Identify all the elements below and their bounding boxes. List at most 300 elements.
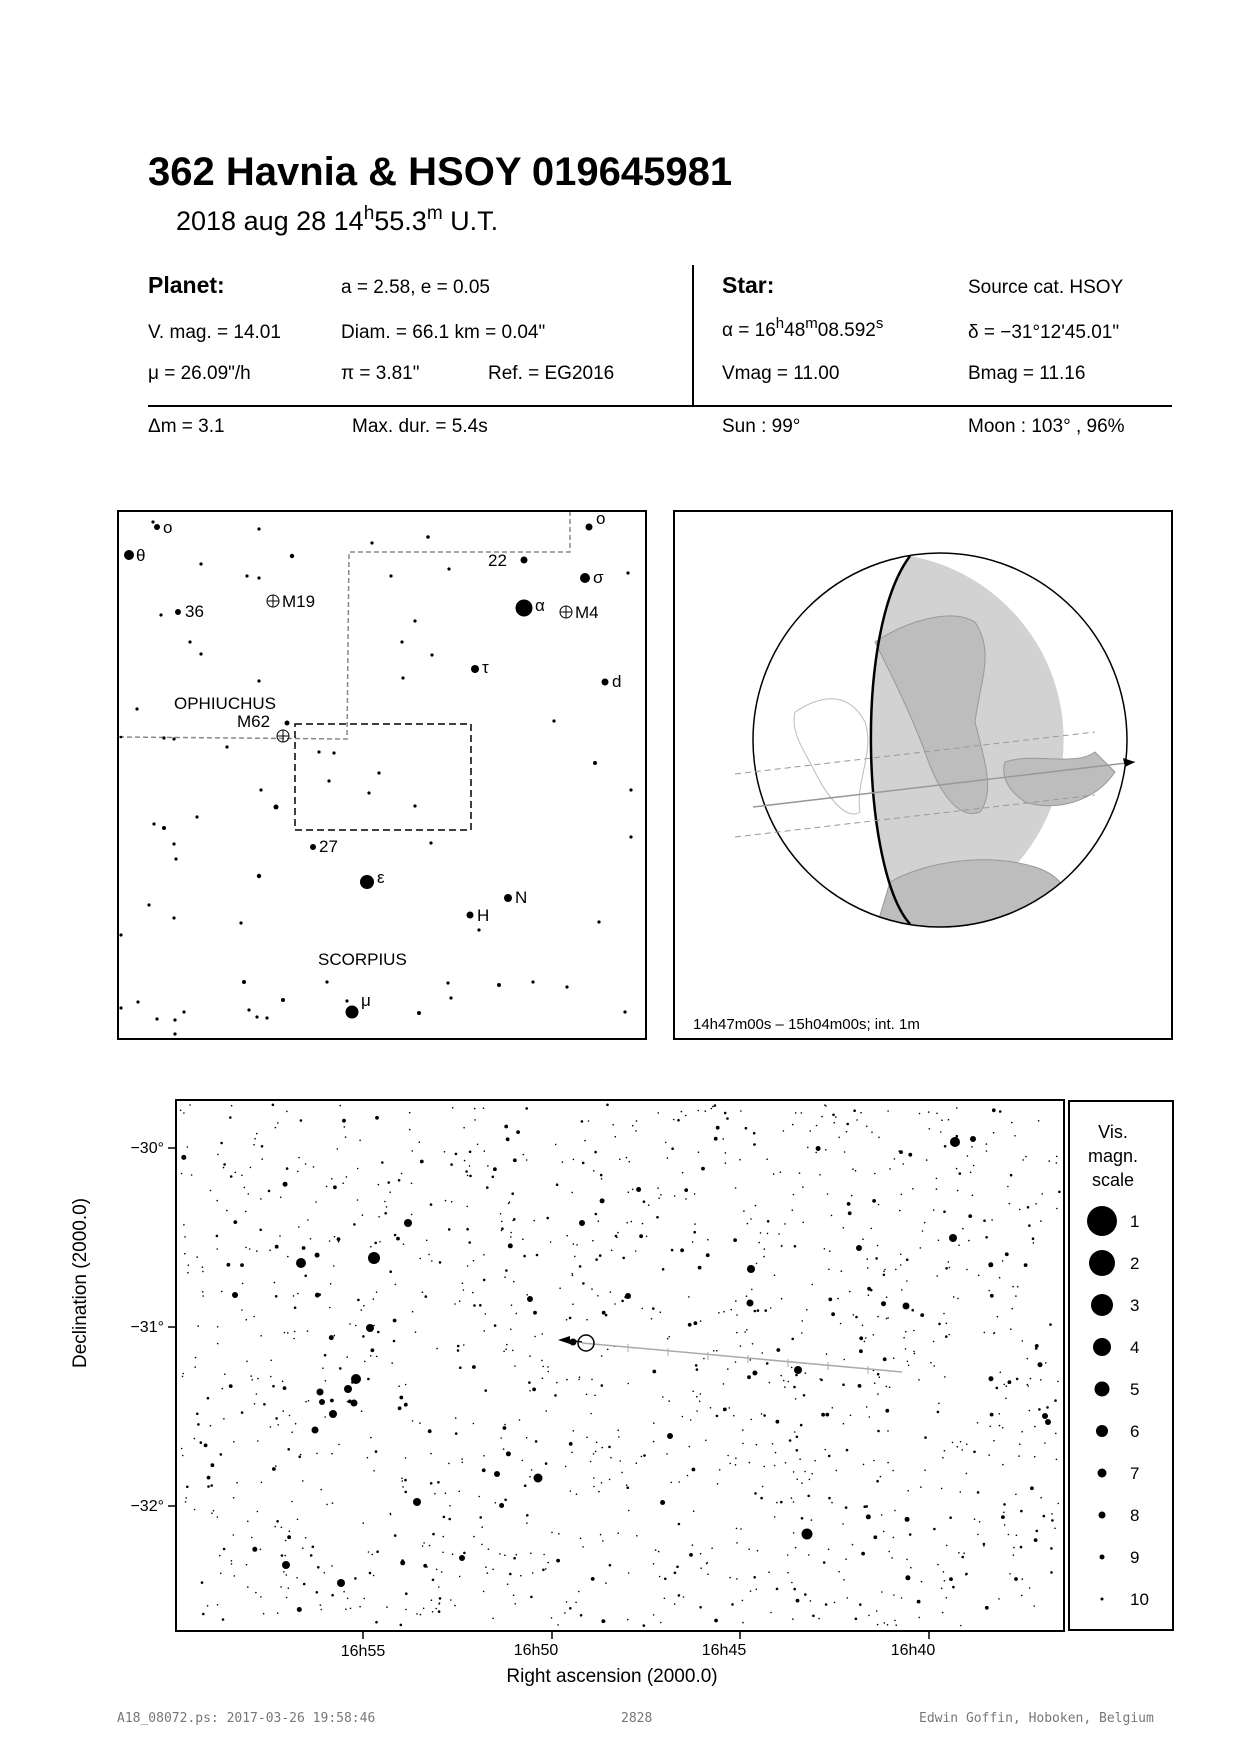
field-star [668,1400,670,1402]
field-star [795,1374,798,1377]
field-star [181,1173,183,1175]
field-star [260,1596,262,1598]
field-star [465,1170,468,1173]
field-star [828,1455,831,1458]
field-star [339,1105,341,1107]
field-star [918,1379,920,1381]
field-star [780,1501,783,1504]
label-27: 27 [319,837,338,856]
field-star [855,1316,858,1319]
field-star [188,1264,190,1266]
sun-elongation: Sun : 99° [722,416,801,437]
field-star [612,1124,614,1126]
field-star [398,1179,401,1182]
field-star [886,1318,888,1320]
field-star [1019,1443,1021,1445]
field-star [809,1130,811,1132]
field-star [952,1442,954,1444]
field-star [831,1215,833,1217]
field-star [725,1152,727,1154]
field-star [545,1462,548,1465]
star-H [467,912,474,919]
field-star [550,1241,552,1243]
field-star [764,1309,767,1312]
field-star [394,1234,397,1237]
field-star [1029,1587,1031,1589]
field-star [853,1109,856,1112]
field-star [985,1236,988,1239]
field-star [943,1210,946,1213]
field-star [674,1195,676,1197]
field-star [526,1514,529,1517]
field-star [395,1284,397,1286]
field-star [924,1222,926,1224]
field-star [946,1323,948,1325]
field-star [401,1478,403,1480]
field-star [682,1416,684,1418]
field-star [354,1577,357,1580]
field-star [791,1497,793,1499]
field-star [845,1558,847,1560]
field-star [942,1457,944,1459]
field-star [329,1307,331,1309]
field-star [536,1254,539,1257]
field-star [466,1228,469,1231]
field-star [831,1312,835,1316]
field-star [1054,1399,1057,1402]
field-star [592,1240,594,1242]
label-m19: M19 [282,592,316,611]
field-star [571,1273,573,1275]
field-star [499,1553,501,1555]
field-star [681,1111,683,1113]
field-star [194,1366,196,1368]
field-star [362,1522,364,1524]
field-star [795,1112,797,1114]
x-axis-label: Right ascension (2000.0) [506,1666,718,1687]
field-star [753,1132,756,1135]
field-star [825,1413,829,1417]
field-star [187,1146,189,1148]
field-star [936,1178,938,1180]
field-star [876,1480,879,1483]
field-star [559,1287,561,1289]
field-star [595,1213,598,1216]
field-star [871,1131,873,1133]
field-star [485,1566,487,1568]
field-star [584,1140,586,1142]
field-star [705,1440,707,1442]
field-star [873,1334,875,1336]
vertical-divider [692,265,694,407]
field-star [435,1608,437,1610]
field-star [864,1341,866,1343]
field-star [697,1110,699,1112]
field-star [767,1233,769,1235]
target-star [570,1339,577,1346]
field-star [877,1245,879,1247]
field-star [184,1253,186,1255]
field-star [642,1223,644,1225]
field-star [222,1388,224,1390]
field-star [1051,1519,1054,1522]
field-star [526,1522,528,1524]
field-star [794,1245,797,1248]
field-star [632,1189,634,1191]
field-star [411,1183,413,1185]
field-star [627,1383,629,1385]
field-star [334,1236,336,1238]
field-star [619,1460,621,1462]
field-star [893,1357,895,1359]
field-star [289,1415,291,1417]
field-star [957,1298,959,1300]
field-star [300,1119,303,1122]
star-alpha [722,315,884,342]
field-star [313,1166,315,1168]
field-star [875,1257,878,1260]
field-star [899,1210,901,1212]
field-star [1045,1362,1047,1364]
field-star [841,1270,843,1272]
field-star [829,1250,831,1252]
field-star [636,1535,638,1537]
field-star [692,1241,694,1243]
field-star [727,1455,729,1457]
footer-number: 2828 [621,1711,653,1726]
field-star [307,1219,309,1221]
field-star [252,1547,257,1552]
field-star [1008,1380,1012,1384]
field-star [723,1311,725,1313]
field-star [872,1199,876,1203]
field-star [500,1213,502,1215]
field-star [556,1183,559,1186]
field-star [602,1540,604,1542]
field-star [233,1441,235,1443]
field-star [646,1236,648,1238]
field-star [474,1108,476,1110]
field-star [514,1603,516,1605]
field-star [780,1375,782,1377]
field-star [256,1393,258,1395]
field-star [946,1545,948,1547]
field-star [843,1359,845,1361]
field-star [694,1193,696,1195]
field-star [315,1253,320,1258]
field-star [941,1588,943,1590]
delta-mag: Δm = 3.1 [148,416,225,437]
field-star [807,1147,809,1149]
field-star [838,1137,840,1139]
field-star [692,1468,696,1472]
field-star [263,1403,266,1406]
field-star [991,1219,993,1221]
field-star [776,1588,779,1591]
field-star [614,1303,616,1305]
field-star [291,1431,293,1433]
field-star [253,1144,255,1146]
field-star [213,1510,215,1512]
field-star [877,1373,880,1376]
field-star [946,1597,948,1599]
field-star [432,1579,435,1582]
horizontal-divider [148,405,1172,407]
field-star [653,1441,655,1443]
scale-entry: 4 [1130,1338,1140,1357]
field-star [426,1240,428,1242]
field-star [321,1609,323,1611]
field-star [945,1335,948,1338]
field-star [712,1106,714,1108]
field-star [652,1370,656,1374]
field-star [936,1275,938,1277]
field-star [510,1329,512,1331]
field-star [707,1239,709,1241]
field-star [756,1263,758,1265]
field-star [566,1601,568,1603]
field-star [894,1510,896,1512]
field-star [735,1361,737,1363]
field-star [716,1415,719,1418]
field-star [378,1184,380,1186]
field-star [346,1356,348,1358]
cluster-markers [267,595,572,742]
ut-label: U.T. [442,206,499,236]
field-star [575,1602,577,1604]
field-star [986,1143,988,1145]
field-star [217,1326,219,1328]
field-star [479,1516,482,1519]
field-star [1033,1605,1035,1607]
field-star [695,1364,698,1367]
label-mu: μ [361,991,371,1010]
field-star [900,1254,902,1256]
field-star [367,1378,370,1381]
field-star [609,1564,612,1567]
field-star [457,1349,460,1352]
field-star [302,1480,304,1482]
field-star [201,1581,204,1584]
field-star [816,1125,818,1127]
field-star [569,1607,572,1610]
field-star [710,1407,712,1409]
field-star [801,1320,803,1322]
field-star [766,1158,768,1160]
star-27 [310,844,316,850]
field-star [593,1453,595,1455]
field-star [1058,1191,1061,1194]
field-star [516,1554,518,1556]
field-star [275,1127,277,1129]
field-star [315,1293,320,1298]
field-star [557,1624,559,1626]
field-star [529,1476,531,1478]
field-star [700,1320,702,1322]
field-star [616,1237,618,1239]
field-star [788,1381,790,1383]
field-star [1019,1209,1021,1211]
field-star [846,1123,849,1126]
field-star [610,1457,612,1459]
field-star [938,1240,940,1242]
field-star [966,1269,968,1271]
field-star [1041,1193,1043,1195]
field-star [903,1163,905,1165]
field-star [842,1383,845,1386]
field-star [1015,1494,1017,1496]
field-star [532,1572,534,1574]
field-star [643,1624,646,1627]
field-star [423,1608,425,1610]
field-star [1007,1186,1009,1188]
globe-svg [675,512,1171,1038]
field-star [731,1603,734,1606]
field-star [593,1477,595,1479]
field-star [375,1621,378,1624]
field-star [1005,1398,1007,1400]
alpha-h: h [775,315,785,332]
field-star [746,1329,748,1331]
field-star [700,1567,702,1569]
field-star [960,1625,962,1627]
field-star [740,1110,742,1112]
field-star [828,1549,830,1551]
field-star [602,1311,606,1315]
field-star [183,1224,185,1226]
field-star [1003,1503,1006,1506]
field-star [272,1467,276,1471]
label-tau: τ [482,658,489,677]
field-star [825,1603,828,1606]
field-star [591,1379,593,1381]
field-star [653,1563,655,1565]
field-star [757,1550,759,1552]
field-star [595,1258,598,1261]
field-star [968,1240,970,1242]
field-star [699,1401,701,1403]
label-o-right: o [596,509,606,528]
field-star [660,1500,665,1505]
field-star [736,1332,738,1334]
field-star [330,1283,332,1285]
field-star [223,1167,225,1169]
field-star [674,1603,676,1605]
field-star [401,1173,403,1175]
field-star [269,1249,271,1251]
field-star [268,1190,271,1193]
field-star [443,1536,445,1538]
field-star [381,1161,384,1164]
field-star [506,1344,508,1346]
field-star [333,1265,335,1267]
field-star [182,1455,184,1457]
minutes-unit: m [426,203,443,224]
field-star [307,1330,309,1332]
field-star [357,1199,359,1201]
field-star [1054,1528,1056,1530]
field-star [894,1620,896,1622]
field-star [641,1456,643,1458]
field-star [294,1306,297,1309]
field-star [905,1517,910,1522]
field-star [257,1440,259,1442]
field-star [200,1441,203,1444]
field-star [1029,1410,1031,1412]
field-star [277,1122,279,1124]
field-star [233,1534,235,1536]
field-star [594,1395,596,1397]
field-star [504,1554,506,1556]
field-star [838,1571,840,1573]
field-star [680,1248,684,1252]
field-star [677,1119,680,1122]
field-star [430,1203,433,1206]
field-star [293,1295,295,1297]
field-star [347,1598,349,1600]
field-star [825,1449,827,1451]
field-star [202,1271,204,1273]
field-star [901,1597,903,1599]
field-star [796,1449,799,1452]
field-star [211,1463,215,1467]
field-star [823,1561,826,1564]
field-star [801,1332,803,1334]
field-star [750,1590,752,1592]
field-star [617,1532,619,1534]
field-star [608,1446,611,1449]
field-star [194,1509,196,1511]
field-star [185,1497,187,1499]
field-star [474,1119,476,1121]
field-star [984,1332,986,1334]
field-star [960,1441,962,1443]
field-star [868,1615,870,1617]
star-36 [175,609,181,615]
field-star [1027,1385,1029,1387]
field-star [310,1554,313,1557]
field-star [580,1614,583,1617]
field-star [513,1281,515,1283]
field-star [1015,1295,1017,1297]
field-star [729,1577,731,1579]
field-star [520,1575,522,1577]
field-star [657,1112,659,1114]
field-star [794,1431,796,1433]
field-star [791,1582,793,1584]
field-star [874,1173,876,1175]
field-star [510,1232,512,1234]
field-star [754,1492,757,1495]
field-star [338,1444,340,1446]
field-star [873,1460,875,1462]
field-star [566,1379,568,1381]
label-scorpius: SCORPIUS [318,950,407,969]
field-star [504,1499,507,1502]
field-star [499,1503,504,1508]
field-star [486,1186,489,1189]
field-star [863,1464,865,1466]
field-star [959,1172,962,1175]
field-star [572,1303,574,1305]
field-star [683,1596,685,1598]
field-star [622,1257,625,1260]
field-star [578,1591,580,1593]
field-star [455,1417,457,1419]
field-star [326,1186,328,1188]
field-star [705,1110,707,1112]
field-star [207,1485,210,1488]
